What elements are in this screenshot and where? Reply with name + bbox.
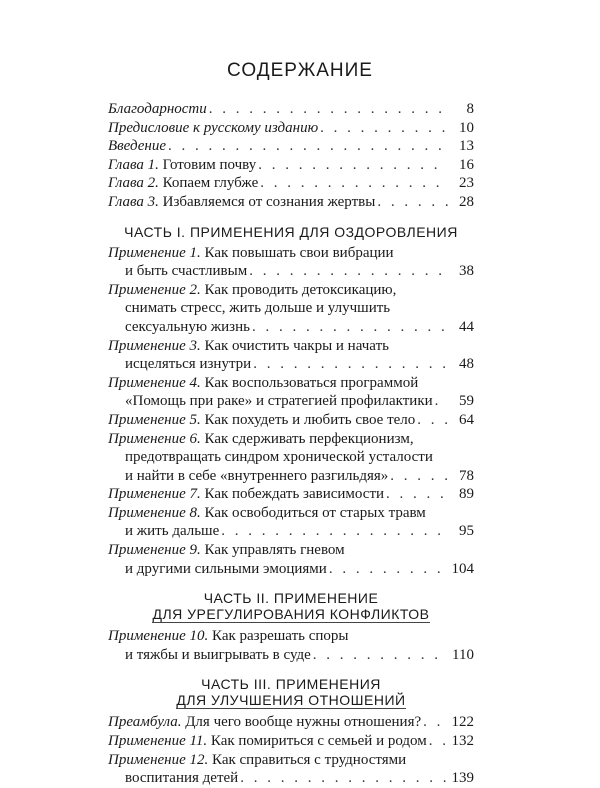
entry-title: Как освободиться от старых травм [200, 504, 426, 521]
toc-entry [108, 193, 474, 212]
toc-entry [108, 337, 474, 374]
toc-entry-line [108, 769, 474, 788]
part-3-heading-line-1: ЧАСТЬ III. ПРИМЕНЕНИЯ [201, 676, 381, 693]
entry-title: Как повышать свои вибрации [200, 244, 394, 261]
dot-leader [377, 193, 448, 212]
toc-entry-line [108, 504, 474, 523]
toc-entry-line [108, 732, 474, 751]
entry-title: Как управлять гневом [200, 542, 345, 559]
toc-entry-line [108, 337, 474, 356]
entry-title: и быть счастливым [125, 263, 248, 280]
toc-entry [108, 100, 474, 119]
entry-label: Применение 8. [108, 504, 201, 521]
toc-entry [108, 174, 474, 193]
entry-label: Применение 4. [108, 374, 201, 391]
dot-leader [260, 174, 448, 193]
toc-entry-line [108, 467, 474, 486]
toc-entry-line [108, 560, 474, 579]
entry-title: Как помириться с семьей и родом [207, 733, 427, 750]
toc-entry [108, 751, 474, 788]
dot-leader [209, 100, 448, 119]
toc-entry-line [108, 318, 474, 337]
part-1-heading [108, 224, 474, 240]
toc-entry-line [108, 411, 474, 430]
entry-title: снимать стресс, жить дольше и улучшить [125, 300, 391, 317]
toc-entry-line [108, 448, 474, 467]
entry-title: сексуальную жизнь [125, 318, 250, 335]
page-number: 44 [459, 318, 474, 335]
toc-entry-text [108, 713, 421, 732]
entry-label: Глава 2. [108, 175, 159, 192]
entry-label: Глава 1. [108, 156, 159, 173]
part-3-list [108, 713, 474, 787]
toc-entry [108, 137, 474, 156]
entry-label: Применение 12. [108, 751, 209, 768]
toc-entry [108, 119, 474, 138]
dot-leader [313, 646, 448, 665]
entry-label: Применение 3. [108, 337, 201, 354]
entry-title: Как разрешать споры [208, 628, 349, 645]
entry-title: исцеляться изнутри [125, 356, 252, 373]
table-of-contents [108, 100, 474, 788]
entry-title: и жить дальше [125, 523, 220, 540]
toc-entry-line [108, 100, 474, 119]
page-number: 95 [459, 523, 474, 540]
dot-leader [329, 560, 448, 579]
entry-label: Применение 5. [108, 411, 201, 428]
toc-entry-line [108, 262, 474, 281]
toc-entry [108, 732, 474, 751]
toc-entry-text [125, 646, 311, 665]
page-number: 38 [459, 263, 474, 280]
toc-entry-line [108, 751, 474, 770]
dot-leader [249, 262, 448, 281]
toc-entry-text [125, 392, 433, 411]
entry-label: Введение [108, 138, 166, 155]
page-number: 139 [451, 770, 474, 787]
part-3-heading-line-2: ДЛЯ УЛУЧШЕНИЯ ОТНОШЕНИЙ [176, 692, 406, 709]
toc-entry-text [108, 485, 384, 504]
entry-title: Избавляемся от сознания жертвы [158, 193, 376, 210]
dot-leader [240, 769, 447, 788]
page-number: 78 [459, 467, 474, 484]
toc-entry-line [108, 541, 474, 560]
toc-entry-line [108, 627, 474, 646]
toc-entry-text [125, 560, 327, 579]
toc-entry-text [125, 355, 251, 374]
entry-label: Применение 11. [108, 733, 208, 750]
toc-entry-line [108, 713, 474, 732]
toc-entry-line [108, 355, 474, 374]
toc-entry-line [108, 485, 474, 504]
toc-entry [108, 281, 474, 337]
toc-entry-line [108, 392, 474, 411]
entry-title: воспитания детей [125, 770, 239, 787]
toc-entry-text [108, 100, 207, 119]
dot-leader [320, 119, 448, 138]
toc-entry [108, 485, 474, 504]
entry-label: Применение 2. [108, 281, 201, 298]
part-2-heading [108, 590, 474, 623]
toc-entry-text [108, 174, 258, 193]
dot-leader [168, 137, 448, 156]
toc-entry-text [125, 769, 238, 788]
entry-label: Применение 1. [108, 244, 201, 261]
toc-entry [108, 713, 474, 732]
toc-entry-text [108, 193, 375, 212]
entry-label: Применение 10. [108, 628, 209, 645]
entry-title: Копаем глубже [158, 175, 259, 192]
toc-entry-line [108, 156, 474, 175]
part-2-heading-line-1: ЧАСТЬ II. ПРИМЕНЕНИЕ [203, 590, 379, 607]
toc-entry [108, 627, 474, 664]
toc-entry-text [108, 156, 256, 175]
page-number: 48 [459, 356, 474, 373]
toc-entry-text [108, 119, 318, 138]
page-number: 132 [451, 733, 474, 750]
toc-entry-line [108, 646, 474, 665]
part-3-heading [108, 676, 474, 709]
dot-leader [417, 411, 448, 430]
page-number: 110 [452, 646, 474, 663]
page-number: 13 [459, 138, 474, 155]
page-number: 104 [451, 560, 474, 577]
entry-title: «Помощь при раке» и стратегией профилактики [125, 393, 433, 410]
entry-title: Как похудеть и любить свое тело [200, 411, 416, 428]
entry-title: Для чего вообще нужны отношения? [181, 714, 422, 731]
toc-entry-line [108, 430, 474, 449]
dot-leader [435, 392, 448, 411]
entry-title: Готовим почву [158, 156, 257, 173]
entry-title: и найти в себе «внутреннего разгильдяя» [125, 467, 389, 484]
dot-leader [390, 467, 448, 486]
page-number: 89 [459, 486, 474, 503]
dot-leader [253, 355, 448, 374]
toc-entry-text [108, 137, 166, 156]
entry-title: Как проводить детоксикацию, [200, 281, 397, 298]
dot-leader [423, 713, 447, 732]
part-2-heading-line-2: ДЛЯ УРЕГУЛИРОВАНИЯ КОНФЛИКТОВ [152, 606, 430, 623]
entry-title: и тяжбы и выигрывать в суде [125, 646, 311, 663]
entry-title: предотвращать синдром хронической усталости [125, 449, 433, 466]
entry-label: Применение 7. [108, 486, 201, 503]
toc-entry-line [108, 137, 474, 156]
entry-label: Применение 9. [108, 542, 201, 559]
toc-entry-text [125, 522, 219, 541]
toc-entry-line [108, 244, 474, 263]
toc-entry-line [108, 281, 474, 300]
toc-entry [108, 411, 474, 430]
entry-label: Применение 6. [108, 430, 201, 447]
dot-leader [221, 522, 448, 541]
page-number: 10 [459, 119, 474, 136]
dot-leader [386, 485, 448, 504]
page-number: 64 [459, 411, 474, 428]
entry-label: Предисловие к русскому изданию [108, 119, 319, 136]
toc-entry-text [108, 411, 415, 430]
part-1-list [108, 244, 474, 579]
toc-entry [108, 430, 474, 486]
toc-entry-text [125, 467, 388, 486]
toc-entry-text [108, 732, 427, 751]
entry-label: Глава 3. [108, 193, 159, 210]
toc-entry-line [108, 193, 474, 212]
part-2-list [108, 627, 474, 664]
toc-entry-line [108, 299, 474, 318]
dot-leader [258, 156, 448, 175]
entry-label: Благодарности [108, 101, 207, 117]
page-number: 28 [459, 193, 474, 210]
toc-entry-line [108, 374, 474, 393]
entry-title: и другими сильными эмоциями [125, 560, 327, 577]
toc-entry [108, 374, 474, 411]
toc-entry-line [108, 522, 474, 541]
page-number: 23 [459, 175, 474, 192]
entry-title: Как воспользоваться программой [200, 374, 419, 391]
toc-entry-text [125, 318, 250, 337]
toc-entry [108, 156, 474, 175]
front-matter-list [108, 100, 474, 212]
entry-title: Как сдерживать перфекционизм, [200, 430, 414, 447]
page-title: СОДЕРЖАНИЕ [227, 60, 373, 81]
page-number: 8 [466, 101, 474, 117]
entry-title: Как побеждать зависимости [200, 486, 385, 503]
toc-entry [108, 244, 474, 281]
entry-title: Как справиться с трудностями [208, 751, 407, 768]
entry-label: Преамбула. [108, 714, 182, 731]
toc-entry [108, 541, 474, 578]
toc-entry [108, 504, 474, 541]
page-number: 122 [451, 714, 474, 731]
part-1-heading-text: ЧАСТЬ I. ПРИМЕНЕНИЯ ДЛЯ ОЗДОРОВЛЕНИЯ [124, 223, 458, 240]
entry-title: Как очистить чакры и начать [200, 337, 389, 354]
toc-entry-line [108, 119, 474, 138]
page-number: 16 [459, 156, 474, 173]
page-number: 59 [459, 393, 474, 410]
dot-leader [252, 318, 448, 337]
toc-entry-text [125, 262, 247, 281]
toc-entry-line [108, 174, 474, 193]
dot-leader [429, 732, 448, 751]
